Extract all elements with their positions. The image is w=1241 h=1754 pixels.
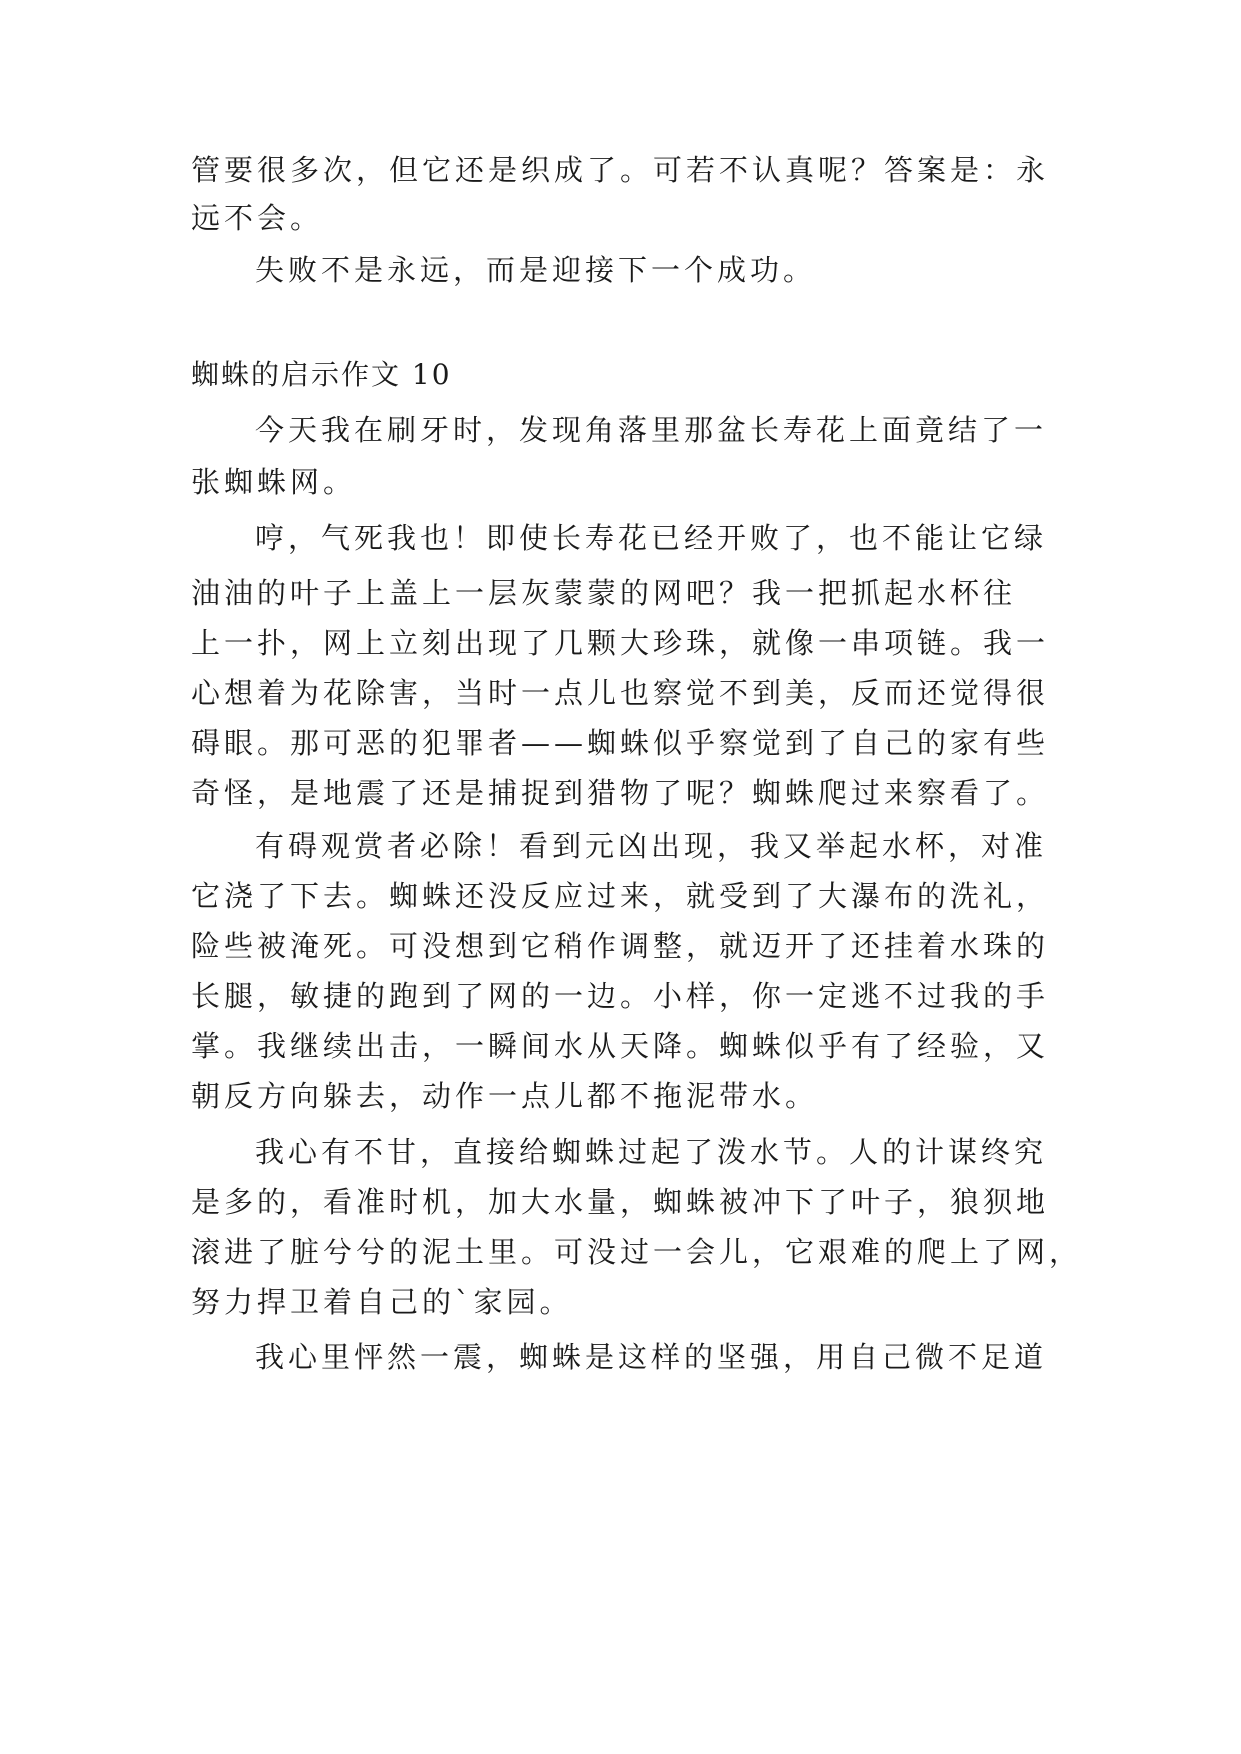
text-line: 努力捍卫着自己的`家园。 xyxy=(191,1285,573,1319)
text-line: 它浇了下去。蜘蛛还没反应过来，就受到了大瀑布的洗礼， xyxy=(191,879,1050,913)
paragraph-line: 哼，气死我也！即使长寿花已经开败了，也不能让它绿 xyxy=(255,521,1048,555)
text-line: 朝反方向躲去，动作一点儿都不拖泥带水。 xyxy=(191,1079,819,1113)
text-line: 远不会。 xyxy=(191,201,324,235)
paragraph-line: 我心有不甘，直接给蜘蛛过起了泼水节。人的计谋终究 xyxy=(255,1135,1048,1169)
section-heading: 蜘蛛的启示作文 10 xyxy=(191,358,452,391)
text-line: 长腿，敏捷的跑到了网的一边。小样，你一定逃不过我的手 xyxy=(191,979,1050,1013)
paragraph-line: 失败不是永远，而是迎接下一个成功。 xyxy=(255,253,817,287)
paragraph-line: 我心里怦然一震，蜘蛛是这样的坚强，用自己微不足道 xyxy=(255,1340,1048,1374)
paragraph-line: 有碍观赏者必除！看到元凶出现，我又举起水杯，对准 xyxy=(255,829,1048,863)
text-line: 是多的，看准时机，加大水量，蜘蛛被冲下了叶子，狼狈地 xyxy=(191,1185,1050,1219)
text-line: 掌。我继续出击，一瞬间水从天降。蜘蛛似乎有了经验，又 xyxy=(191,1029,1050,1063)
text-line: 心想着为花除害，当时一点儿也察觉不到美，反而还觉得很 xyxy=(191,676,1050,710)
text-line: 碍眼。那可恶的犯罪者——蜘蛛似乎察觉到了自己的家有些 xyxy=(191,726,1050,760)
paragraph-line: 今天我在刷牙时，发现角落里那盆长寿花上面竟结了一 xyxy=(255,413,1048,447)
text-line: 油油的叶子上盖上一层灰蒙蒙的网吧？我一把抓起水杯往 xyxy=(191,576,1017,610)
text-line: 滚进了脏兮兮的泥土里。可没过一会儿，它艰难的爬上了网， xyxy=(191,1235,1083,1269)
text-line: 奇怪，是地震了还是捕捉到猎物了呢？蜘蛛爬过来察看了。 xyxy=(191,776,1050,810)
text-line: 上一扑，网上立刻出现了几颗大珍珠，就像一串项链。我一 xyxy=(191,626,1050,660)
text-line: 险些被淹死。可没想到它稍作调整，就迈开了还挂着水珠的 xyxy=(191,929,1050,963)
text-line: 管要很多次，但它还是织成了。可若不认真呢？答案是：永 xyxy=(191,153,1050,187)
text-line: 张蜘蛛网。 xyxy=(191,465,357,499)
